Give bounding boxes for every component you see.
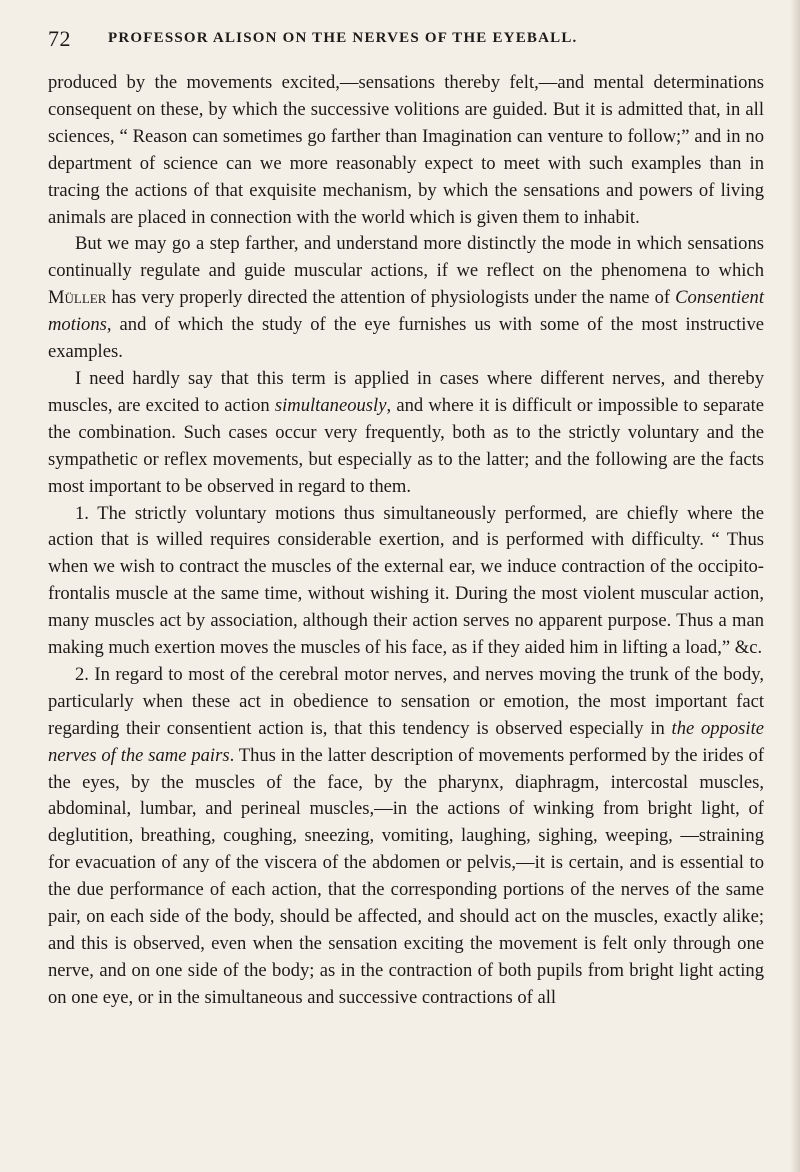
page-number: 72 bbox=[48, 26, 71, 51]
paragraph-3-text-b: , and where it is difficult or impossible to separate the combination. Such cases occur very frequently, both as to the strictly voluntary and the sympathetic or reflex movements, but especially as to the latter; and the following are the facts most important to be observed in regard to them. bbox=[48, 394, 764, 497]
paragraph-3-text-a: I need hardly say that this term is applied in cases where different nerves, and thereby muscles, are excited to action bbox=[48, 367, 764, 416]
paragraph-5-text-a: 2. In regard to most of the cerebral motor nerves, and nerves moving the trunk of the body, particularly when these act in obedience to sensation or emotion, the most important fact regarding their consentient action is, that this tendency is observed especially in bbox=[48, 663, 764, 739]
paragraph-2-text-a: But we may go a step farther, and understand more distinctly the mode in which sensations continually regulate and guide muscular actions, if we reflect on the phenomena to which bbox=[48, 233, 764, 282]
running-head: PROFESSOR ALISON ON THE NERVES OF THE EYEBALL. bbox=[108, 30, 578, 46]
page-edge-shadow bbox=[790, 0, 800, 1172]
term-simultaneously: simultaneously bbox=[274, 394, 387, 416]
paragraph-5-text-b: . Thus in the latter description of movements performed by the irides of the eyes, by the muscles of the face, by the pharynx, diaphragm, intercostal muscles, abdominal, lumbar, and perineal muscles,—in the actions of winking from bright light, of deglutition, breathing, coughing, sneezing, vomiting, laughing, sighing, weeping, —straining for evacuation of any of the viscera of the abdomen or pelvis,—it is certain, and is essential to the due performance of each action, that the corresponding portions of the nerves of the same pair, on each side of the body, should be affected, and should act on the muscles, exactly alike; and this is observed, even when the sensation exciting the movement is felt only through one nerve, and on one side of the body; as in the contraction of both pupils from bright light acting on one eye, or in the simultaneous and successive contractions of all bbox=[48, 744, 765, 1008]
paragraph-1 bbox=[48, 70, 764, 231]
page-header bbox=[48, 26, 764, 56]
term-consentient-motions: Consentient motions bbox=[48, 287, 764, 336]
paragraph-4-text: 1. The strictly voluntary motions thus simultaneously performed, are chiefly where the action that is willed requires considerable exertion, and is performed with difficulty. “ Thus when we wish to contract the muscles of the external ear, we induce contraction of the occipito-frontalis muscle at the same time, without wishing it. During the most violent muscular action, many muscles act by association, although their action serves no apparent purpose. Thus a man making much exertion moves the muscles of his face, as if they aided him in lifting a load,” &c. bbox=[48, 502, 764, 659]
paragraph-5 bbox=[48, 662, 764, 1012]
body-text bbox=[48, 70, 764, 1012]
term-opposite-nerves: the opposite nerves of the same pairs bbox=[48, 717, 764, 766]
paragraph-2-text-b: has very properly directed the attention of physiologists under the name of bbox=[106, 287, 676, 309]
paragraph-2-text-c: , and of which the study of the eye furnishes us with some of the most instructive examples. bbox=[48, 314, 764, 363]
paragraph-3 bbox=[48, 366, 764, 501]
author-name-muller: Müller bbox=[48, 287, 107, 309]
paragraph-2 bbox=[48, 231, 764, 366]
paragraph-1-text: produced by the movements excited,—sensations thereby felt,—and mental determinations consequent on these, by which the successive volitions are guided. But it is admitted that, in all sciences, “ Reason can sometimes go farther than Imagination can venture to follow;” and in no department of science can we more reasonably expect to meet with such examples than in tracing the actions of that exquisite mechanism, by which the sensations and powers of living animals are placed in connection with the world which is given them to inhabit. bbox=[48, 72, 764, 228]
paragraph-4 bbox=[48, 501, 764, 662]
